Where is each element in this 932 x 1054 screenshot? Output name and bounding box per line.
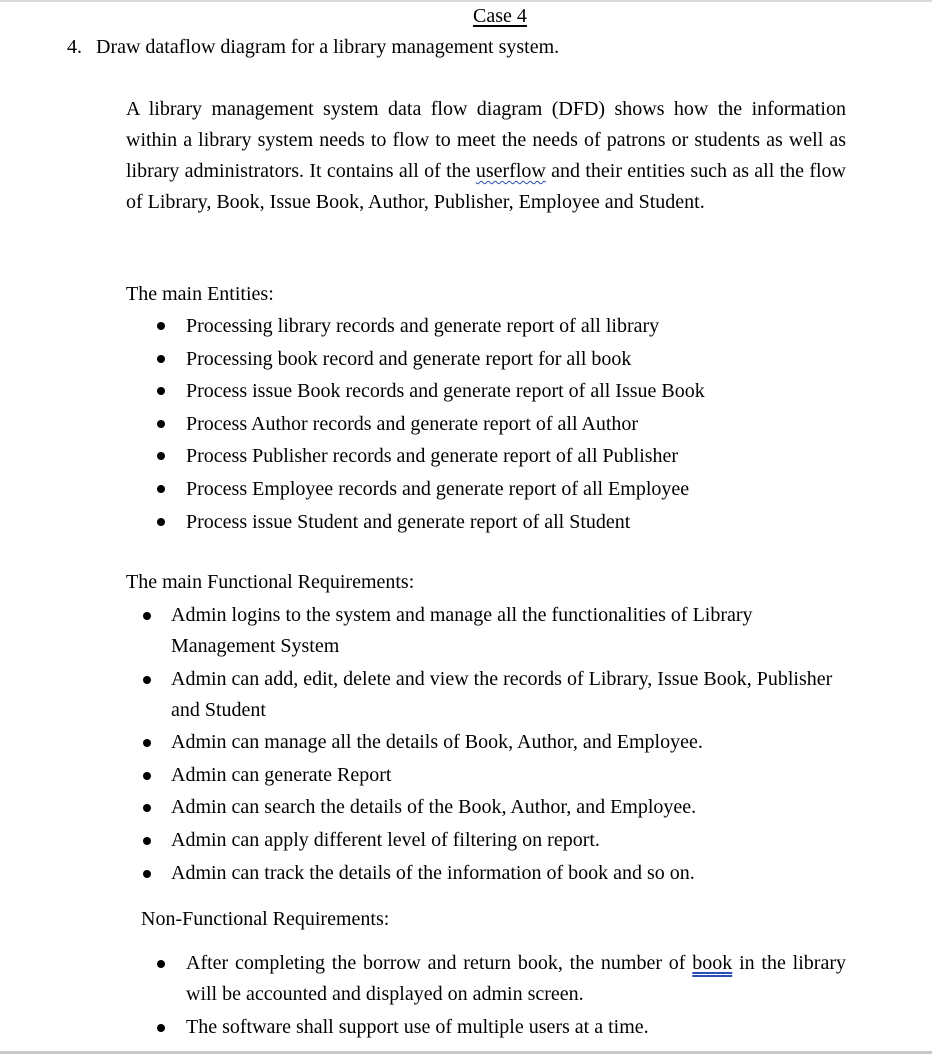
nf-item-text-end: in the library will be accounted and displayed on admin screen. xyxy=(186,952,846,1005)
intro-text-end: and their entities such as all the flow of Library, Book, Issue Book, Author, Publisher, Employee and Student. xyxy=(126,160,847,213)
list-item: Processing book record and generate report for all book xyxy=(186,343,886,376)
list-item: Admin can track the details of the information of book and so on. xyxy=(171,858,849,889)
list-item: Admin can manage all the details of Book, Author, and Employee. xyxy=(171,727,849,758)
grammar-flagged-word: book xyxy=(692,952,733,974)
functional-heading: The main Functional Requirements: xyxy=(126,571,415,593)
list-item: Admin can apply different level of filtering on report. xyxy=(171,825,849,856)
nf-item-text-start: After completing the borrow and return book, the number of xyxy=(186,952,693,974)
question-text: Draw dataflow diagram for a library management system. xyxy=(96,36,560,58)
functional-list xyxy=(171,600,849,890)
nonfunctional-heading: Non-Functional Requirements: xyxy=(141,908,390,930)
spellcheck-flagged-word: userflow xyxy=(475,160,546,182)
top-border xyxy=(0,0,932,2)
list-item: The software shall support use of multiple users at a time. xyxy=(186,1012,846,1043)
case-title: Case 4 xyxy=(473,5,527,27)
list-item: Admin can generate Report xyxy=(171,760,849,791)
intro-text-start: A library management system data flow diagram (DFD) shows how the information within a library system needs to flow to meet the needs of patrons or students as well as library administrators. It contains all of the xyxy=(126,98,846,182)
list-item: Process Author records and generate report of all Author xyxy=(186,408,886,441)
list-item: Process issue Book records and generate report of all Issue Book xyxy=(186,375,886,408)
intro-paragraph xyxy=(126,94,846,218)
list-item: Admin can search the details of the Book, Author, and Employee. xyxy=(171,792,849,823)
list-item xyxy=(186,948,846,1010)
entities-list xyxy=(186,310,886,538)
list-item: Process Employee records and generate report of all Employee xyxy=(186,473,886,506)
list-item: Process Publisher records and generate report of all Publisher xyxy=(186,440,886,473)
list-item: Admin can add, edit, delete and view the records of Library, Issue Book, Publisher and Student xyxy=(171,664,849,726)
list-item: Processing library records and generate report of all library xyxy=(186,310,886,343)
list-item: Admin logins to the system and manage all the functionalities of Library Management System xyxy=(171,600,849,662)
question-number: 4. xyxy=(67,36,82,58)
question-line xyxy=(67,34,559,60)
entities-heading: The main Entities: xyxy=(126,283,274,305)
list-item: Process issue Student and generate report of all Student xyxy=(186,506,886,539)
nonfunctional-list xyxy=(186,948,846,1044)
